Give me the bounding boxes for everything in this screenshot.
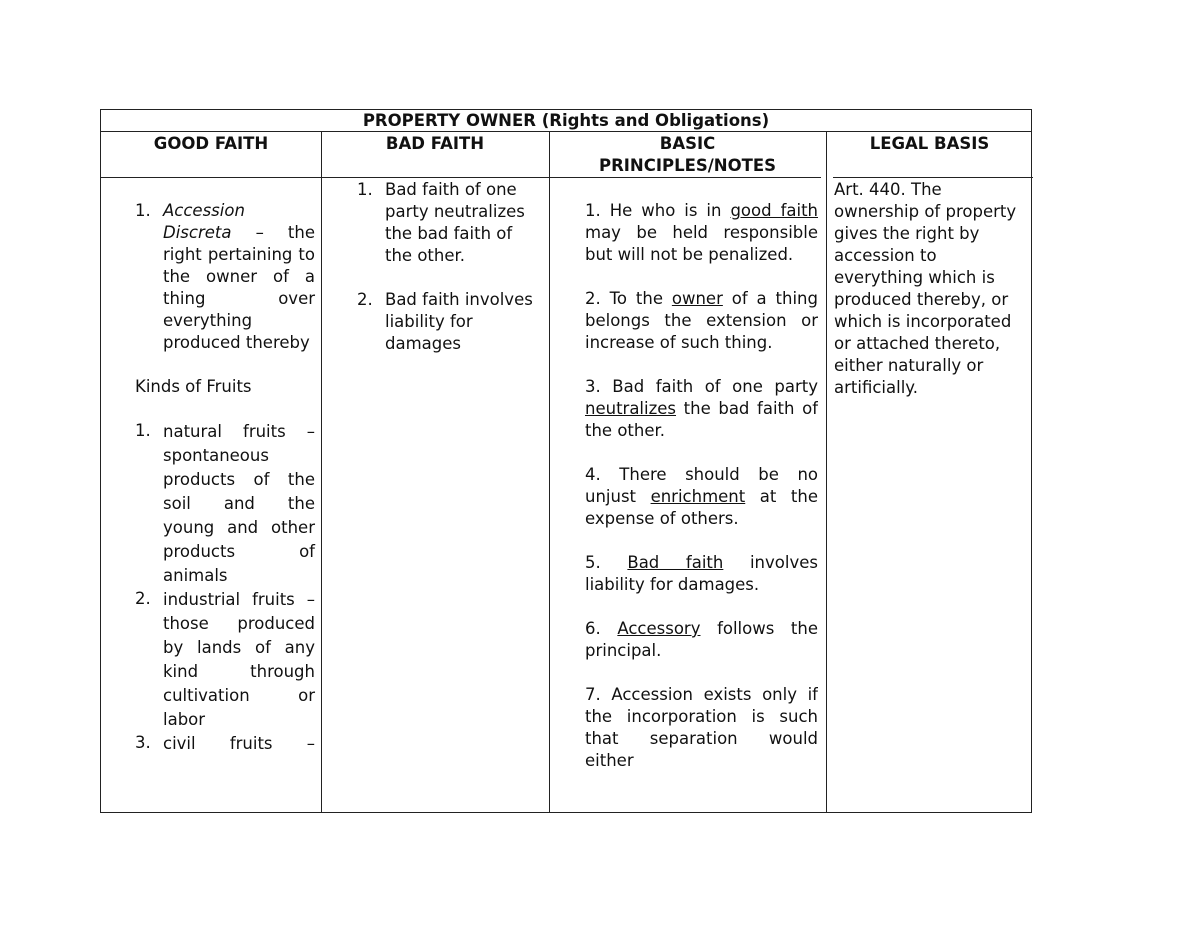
column-divider bbox=[549, 132, 550, 812]
natural-fruits-text: natural fruits – spontaneous products of the soil and the young and other products of animals bbox=[163, 422, 315, 585]
principle-1 bbox=[585, 200, 818, 266]
principle-4 bbox=[585, 464, 818, 530]
header-legal-basis: LEGAL BASIS bbox=[869, 134, 990, 153]
principle-5-text: 5. bbox=[585, 553, 628, 572]
principle-3-underlined: neutralizes bbox=[585, 399, 677, 418]
principle-1-text: 1. He who is in bbox=[585, 201, 731, 220]
header-good-faith: GOOD FAITH bbox=[153, 134, 269, 153]
bad-faith-cell bbox=[357, 179, 543, 355]
table-title: PROPERTY OWNER (Rights and Obligations) bbox=[101, 110, 1031, 132]
list-number: 1. bbox=[135, 201, 151, 220]
principle-4-text: 4. There should be no unjust bbox=[585, 465, 818, 506]
principle-2 bbox=[585, 288, 818, 354]
list-number: 1. bbox=[357, 180, 373, 199]
header-basic-principles bbox=[549, 133, 826, 177]
principle-6-text: 6. bbox=[585, 619, 618, 638]
header-divider bbox=[321, 177, 549, 178]
list-number: 2. bbox=[135, 589, 151, 608]
principle-2-text: 2. To the bbox=[585, 289, 672, 308]
basic-principles-cell bbox=[585, 200, 818, 812]
principle-7: 7. Accession exists only if the incorporation is such that separation would either bbox=[585, 685, 818, 770]
principle-2-underlined: owner bbox=[671, 289, 723, 308]
kinds-of-fruits-heading: Kinds of Fruits bbox=[135, 377, 252, 396]
principle-6 bbox=[585, 618, 818, 662]
header-basic-line2: PRINCIPLES/NOTES bbox=[598, 156, 777, 175]
principle-4-underlined: enrichment bbox=[650, 487, 746, 506]
civil-fruits-text: civil fruits – bbox=[163, 734, 315, 753]
principle-6-underlined: Accessory bbox=[617, 619, 701, 638]
column-divider bbox=[321, 132, 322, 812]
principle-4-text-end: at the expense of others. bbox=[585, 487, 818, 528]
industrial-fruits-text: industrial fruits – those produced by lands of any kind through cultivation or labor bbox=[163, 590, 315, 729]
header-divider bbox=[833, 177, 1033, 178]
principle-6-text-end: follows the principal. bbox=[585, 619, 818, 660]
principle-5-text-end: involves liability for damages. bbox=[585, 553, 818, 594]
principle-1-text-end: may be held responsible but will not be penalized. bbox=[585, 223, 818, 264]
list-item bbox=[135, 588, 315, 732]
list-number: 2. bbox=[357, 290, 373, 309]
principle-3-text: 3. Bad faith of one party bbox=[585, 377, 818, 396]
column-divider bbox=[826, 132, 827, 812]
principle-2-text-end: of a thing belongs the extension or increase of such thing. bbox=[585, 289, 818, 352]
list-item bbox=[357, 179, 543, 267]
list-item bbox=[135, 200, 315, 354]
good-faith-cell bbox=[135, 200, 315, 756]
bad-faith-item-1: Bad faith of one party neutralizes the bad faith of the other. bbox=[385, 180, 525, 265]
header-divider bbox=[549, 177, 821, 178]
list-item bbox=[135, 420, 315, 588]
principle-5 bbox=[585, 552, 818, 596]
list-number: 1. bbox=[135, 421, 151, 440]
header-divider bbox=[101, 177, 321, 178]
principle-3-text-end: the bad faith of the other. bbox=[585, 399, 818, 440]
accession-discreta-term: Accession Discreta bbox=[163, 201, 245, 242]
header-basic-line1: BASIC bbox=[659, 134, 716, 153]
accession-discreta-definition: – the right pertaining to the owner of a thing over everything produced thereby bbox=[163, 223, 315, 352]
bad-faith-item-2: Bad faith involves liability for damages bbox=[385, 290, 533, 353]
legal-basis-cell: Art. 440. The ownership of property gives the right by accession to everything which is produced thereby, or which is incorporated or attached thereto, either naturally or artificially. bbox=[834, 180, 1017, 397]
principle-1-underlined: good faith bbox=[730, 201, 818, 220]
principle-3 bbox=[585, 376, 818, 442]
accession-discreta-text bbox=[163, 200, 315, 354]
list-number: 3. bbox=[135, 733, 151, 752]
header-bad-faith: BAD FAITH bbox=[385, 134, 485, 153]
property-owner-table bbox=[100, 109, 1032, 813]
list-item bbox=[135, 732, 315, 756]
list-item bbox=[357, 289, 543, 355]
principle-5-underlined: Bad faith bbox=[627, 553, 724, 572]
